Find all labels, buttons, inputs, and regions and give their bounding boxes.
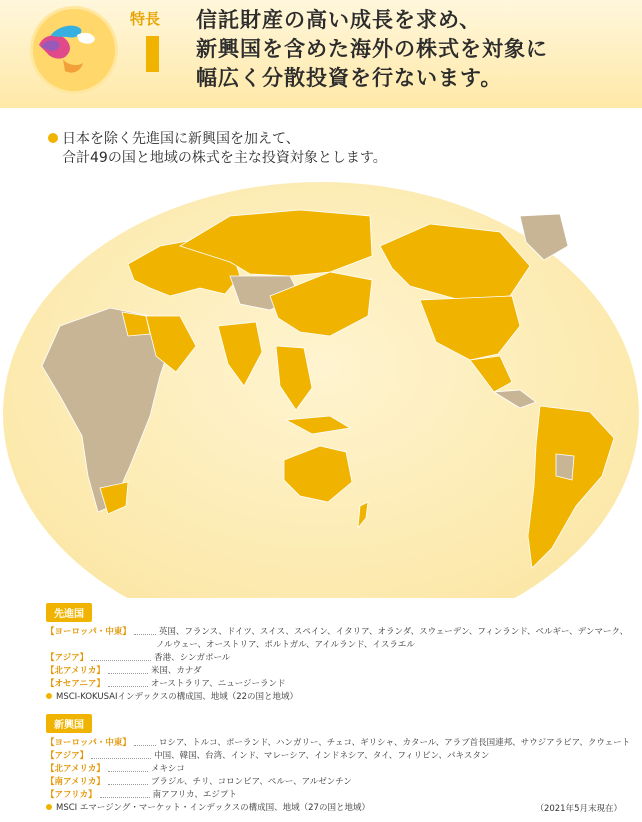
region-label: 【南アメリカ】 (46, 777, 105, 787)
index-note (46, 691, 626, 704)
leader-line (91, 652, 151, 661)
developed-rows (46, 626, 629, 704)
title-line: 幅広く分散投資を行ないます。 (196, 66, 503, 90)
legend-row (46, 652, 626, 665)
category-badge: 新興国 (46, 714, 92, 733)
intro-line (48, 130, 387, 149)
countries-text: オーストラリア、ニュージーランド (150, 679, 286, 689)
bullet-icon (46, 804, 52, 810)
region-label: 【ヨーロッパ・中東】 (46, 627, 131, 637)
countries-text: 米国、カナダ (150, 666, 202, 676)
countries-text: 南アフリカ、エジプト (152, 790, 237, 800)
note-text: MSCI エマージング・マーケット・インデックスの構成国、地域（27の国と地域） (56, 803, 370, 813)
world-map (0, 176, 642, 598)
leader-line (91, 750, 151, 759)
intro-line-text: 日本を除く先進国に新興国を加えて、 (62, 131, 300, 147)
countries-text: ロシア、トルコ、ポーランド、ハンガリー、チェコ、ギリシャ、カタール、アラブ首長国連邦、サウジアラビア、クウェート (158, 738, 631, 748)
intro-line: 合計49の国と地域の株式を主な投資対象とします。 (62, 150, 387, 166)
feature-logo (30, 6, 118, 94)
leader-line (108, 665, 148, 674)
legend-row (46, 763, 626, 776)
leader-line (108, 763, 148, 772)
category-badge: 先進国 (46, 603, 92, 622)
leader-line (134, 626, 156, 635)
region-label: 【ヨーロッパ・中東】 (46, 738, 131, 748)
region-label: 【アジア】 (46, 653, 89, 663)
legend-row (46, 678, 626, 691)
legend-row (46, 750, 626, 763)
region-label: 【アフリカ】 (46, 790, 97, 800)
title-line: 信託財産の高い成長を求め、 (196, 8, 482, 32)
legend-row (46, 665, 626, 678)
region-label: 【北アメリカ】 (46, 764, 105, 774)
countries-text: 香港、シンガポール (154, 653, 231, 663)
note-text: MSCI-KOKUSAIインデックスの構成国、地域（22の国と地域） (56, 692, 299, 702)
bullet-icon (46, 693, 52, 699)
region-label: 【オセアニア】 (46, 679, 105, 689)
countries-text: ノルウェー、オーストリア、ポルトガル、アイルランド、イスラエル (156, 640, 415, 650)
region-label: 【北アメリカ】 (46, 666, 105, 676)
feature-title (196, 6, 548, 93)
feature-header (0, 0, 642, 108)
title-line: 新興国を含めた海外の株式を対象に (196, 37, 548, 61)
legend-row (46, 789, 626, 802)
leader-line (100, 789, 150, 798)
as-of-date: （2021年5月末現在） (535, 804, 622, 814)
feature-label: 特長 (130, 10, 161, 28)
land-bolivia (556, 454, 574, 480)
countries-text: 英国、フランス、ドイツ、スイス、スペイン、イタリア、オランダ、スウェーデン、フィンランド、ベルギー、デンマーク、 (158, 627, 629, 637)
developed-legend (46, 602, 629, 704)
legend-row (46, 737, 631, 750)
region-label: 【アジア】 (46, 751, 89, 761)
countries-text: 中国、韓国、台湾、インド、マレーシア、インドネシア、タイ、フィリピン、パキスタン (154, 751, 490, 761)
emerging-legend (46, 713, 631, 815)
leader-line (108, 678, 148, 687)
legend-row (46, 626, 629, 639)
feature-number-mark (146, 36, 159, 72)
countries-text: ブラジル、チリ、コロンビア、ペルー、アルゼンチン (150, 777, 352, 787)
legend-row (46, 639, 626, 652)
leader-line (134, 737, 156, 746)
legend-row (46, 776, 626, 789)
intro-text (48, 130, 387, 168)
countries-text: メキシコ (150, 764, 185, 774)
leader-line (108, 776, 148, 785)
bullet-icon (48, 133, 58, 143)
